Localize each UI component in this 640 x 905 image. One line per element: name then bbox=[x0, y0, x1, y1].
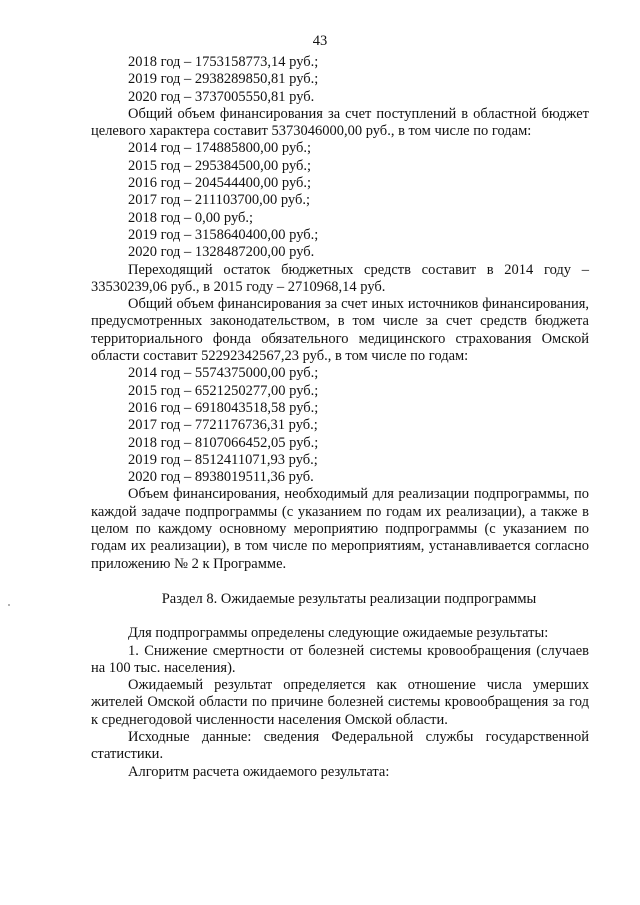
year-list-regional bbox=[91, 140, 589, 261]
year-line: 2019 год – 8512411071,93 руб.; bbox=[128, 451, 318, 468]
paragraph-regional-funding: Общий объем финансирования за счет поступлений в областной бюджет целевого характера составит 5373046000,00 руб., в том числе по годам: bbox=[91, 105, 589, 140]
section-heading: Раздел 8. Ожидаемые результаты реализации подпрограммы bbox=[161, 590, 537, 607]
year-list-other bbox=[91, 365, 589, 486]
paragraph-budget-balance: Переходящий остаток бюджетных средств составит в 2014 году – 33530239,06 руб., в 2015 году – 2710968,14 руб. bbox=[91, 261, 589, 295]
paragraph-result-definition: Ожидаемый результат определяется как отношение числа умерших жителей Омской области по причине болезней системы кровообращения за год к среднегодовой численности населения Омской области. bbox=[91, 677, 589, 728]
page-body bbox=[91, 54, 589, 781]
year-line: 2017 год – 7721176736,31 руб.; bbox=[128, 417, 318, 434]
year-line: 2020 год – 8938019511,36 руб. bbox=[128, 469, 314, 486]
year-line: 2014 год – 5574375000,00 руб.; bbox=[128, 365, 319, 382]
paragraph-results-intro: Для подпрограммы определены следующие ожидаемые результаты: bbox=[128, 625, 549, 642]
scan-speck bbox=[8, 604, 10, 606]
year-line: 2014 год – 174885800,00 руб.; bbox=[128, 140, 312, 157]
year-line: 2016 год – 204544400,00 руб.; bbox=[128, 175, 312, 192]
year-line: 2018 год – 8107066452,05 руб.; bbox=[128, 434, 319, 451]
year-line: 2018 год – 1753158773,14 руб.; bbox=[128, 54, 319, 70]
year-line: 2018 год – 0,00 руб.; bbox=[128, 209, 254, 226]
paragraph-funding-note: Объем финансирования, необходимый для реализации подпрограммы, по каждой задаче подпрограммы (с указанием по годам их реализации), а также в целом по каждому основному мероприятию подпрограммы (с указанием по годам их реализации), в том числе по мероприятиям, устанавливается согласно приложению № 2 к Программе. bbox=[91, 486, 589, 572]
year-line: 2019 год – 3158640400,00 руб.; bbox=[128, 226, 319, 243]
paragraph-algorithm: Алгоритм расчета ожидаемого результата: bbox=[128, 763, 390, 780]
year-line: 2019 год – 2938289850,81 руб.; bbox=[128, 71, 319, 88]
paragraph-data-source: Исходные данные: сведения Федеральной службы государственной статистики. bbox=[91, 728, 589, 763]
year-line: 2020 год – 1328487200,00 руб. bbox=[128, 244, 315, 261]
year-line: 2015 год – 6521250277,00 руб.; bbox=[128, 382, 319, 399]
year-list-top bbox=[91, 54, 589, 106]
spacer bbox=[91, 608, 589, 625]
year-line: 2016 год – 6918043518,58 руб.; bbox=[128, 399, 319, 416]
paragraph-other-sources: Общий объем финансирования за счет иных источников финансирования, предусмотренных законодательством, в том числе за счет средств бюджета территориального фонда обязательного медицинского страхования Омской области составит 52292342567,23 руб., в том числе по годам: bbox=[91, 296, 589, 365]
paragraph-result-1: 1. Снижение смертности от болезней системы кровообращения (случаев на 100 тыс. населения). bbox=[91, 642, 589, 676]
page-number: 43 bbox=[312, 33, 328, 49]
year-line: 2020 год – 3737005550,81 руб. bbox=[128, 88, 315, 105]
year-line: 2017 год – 211103700,00 руб.; bbox=[128, 192, 310, 209]
year-line: 2015 год – 295384500,00 руб.; bbox=[128, 157, 312, 174]
